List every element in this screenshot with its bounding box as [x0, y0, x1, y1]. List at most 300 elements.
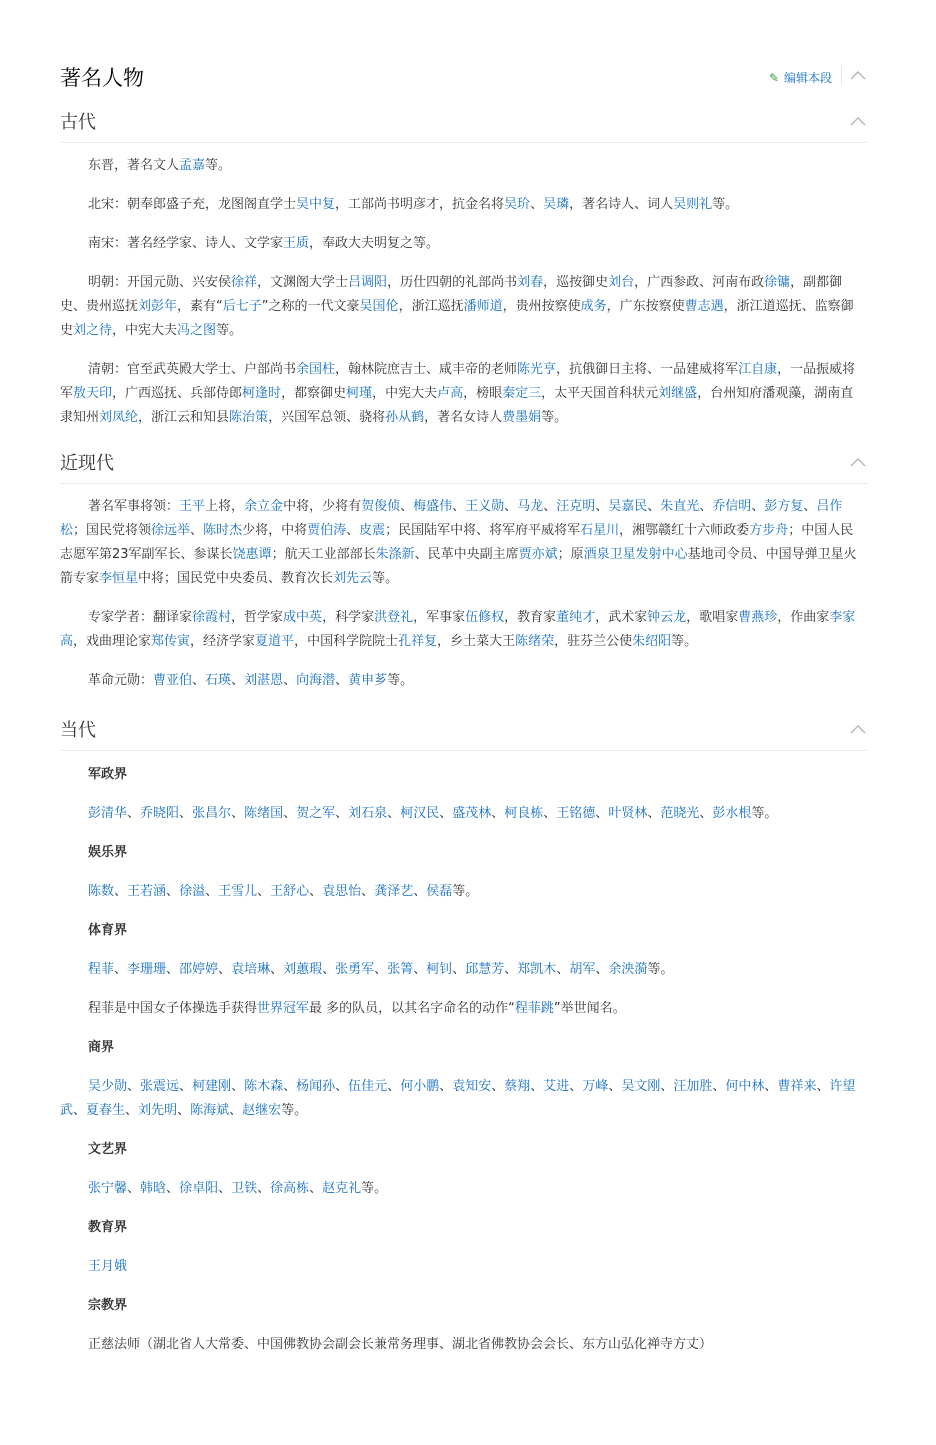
person-link[interactable]: 乔晓阳 — [140, 806, 180, 821]
text-run: 等。 — [205, 158, 232, 173]
section-modern-header — [60, 443, 868, 484]
person-link[interactable]: 刘蕙瑕 — [283, 962, 323, 977]
text-run: 、 — [283, 806, 297, 821]
text-run: ，军事家 — [413, 610, 466, 625]
text-run: 、 — [257, 884, 271, 899]
paragraph — [60, 1333, 860, 1357]
text-run: 、 — [114, 884, 128, 899]
text-run: 、 — [270, 962, 284, 977]
person-link[interactable]: 程菲跳 — [514, 1001, 554, 1016]
text-run: 、 — [530, 1079, 544, 1094]
text-run: ，著名诗人、词人 — [569, 197, 674, 212]
paragraph — [60, 997, 860, 1021]
person-link[interactable]: 许望武 — [60, 1079, 856, 1118]
person-link[interactable]: 余国柱 — [296, 362, 336, 377]
text-run: ，太平天国首科状元 — [541, 386, 659, 401]
text-run: 、 — [452, 962, 466, 977]
text-run: 、 — [400, 499, 414, 514]
paragraph — [60, 958, 860, 982]
person-link[interactable]: 孟嘉 — [179, 158, 206, 173]
text-run: ，台州知府潘观藻，湖南直隶知州 — [60, 386, 854, 425]
text-run: 等。 — [387, 673, 414, 688]
person-link[interactable]: 吴嘉民 — [608, 499, 648, 514]
text-run: ，中宪大夫 — [372, 386, 438, 401]
person-link[interactable]: 郑传寅 — [151, 634, 191, 649]
person-link[interactable]: 程菲 — [88, 962, 115, 977]
person-link[interactable]: 吴少勋 — [88, 1079, 128, 1094]
person-link[interactable]: 张勇军 — [335, 962, 375, 977]
text-run: 专家学者：翻译家 — [88, 610, 193, 625]
person-link[interactable]: 张昌尔 — [192, 806, 232, 821]
paragraph — [60, 802, 860, 826]
text-run: 、 — [712, 1079, 726, 1094]
person-link[interactable]: 杨闻孙 — [296, 1079, 336, 1094]
text-run: 、 — [452, 499, 466, 514]
person-link[interactable]: 潘师道 — [463, 299, 503, 314]
person-link[interactable]: 向海潜 — [296, 673, 336, 688]
text-run: 、 — [387, 1079, 401, 1094]
person-link[interactable]: 王月娥 — [88, 1259, 128, 1274]
subheading-entertainment: 娱乐界 — [88, 845, 128, 860]
person-link[interactable]: 陈木森 — [244, 1079, 284, 1094]
text-run: 等。 — [541, 410, 568, 425]
person-link[interactable]: 吕作松 — [60, 499, 843, 538]
text-run: 、 — [439, 806, 453, 821]
text-run: 等。 — [372, 571, 399, 586]
person-link[interactable]: 徐卓阳 — [179, 1181, 219, 1196]
edit-section-label: 编辑本段 — [783, 71, 832, 85]
text-run: 、 — [166, 962, 180, 977]
person-link[interactable]: 王雪儿 — [218, 884, 258, 899]
text-run: 、 — [179, 1079, 193, 1094]
chevron-up-icon[interactable] — [850, 116, 866, 128]
person-link[interactable]: 王义勋 — [465, 499, 505, 514]
text-run: ，乡土菜大王 — [437, 634, 516, 649]
person-link[interactable]: 徐镛 — [764, 275, 791, 290]
person-link[interactable]: 柯建刚 — [192, 1079, 232, 1094]
person-link[interactable]: 饶惠谭 — [232, 547, 272, 562]
person-link[interactable]: 朱绍阳 — [632, 634, 672, 649]
text-run: 东晋，著名文人 — [88, 158, 180, 173]
person-link[interactable]: 王若涵 — [127, 884, 167, 899]
text-run: ，都察御史 — [281, 386, 347, 401]
text-run: ，副都御史、贵州巡抚 — [60, 275, 843, 314]
subheading-sports: 体育界 — [88, 923, 128, 938]
text-run: ，广东按察使 — [606, 299, 685, 314]
subheading-arts: 文艺界 — [88, 1142, 128, 1157]
page-title: 著名人物 — [60, 66, 144, 90]
person-link[interactable]: 梅盛伟 — [413, 499, 453, 514]
person-link[interactable]: 刘先云 — [333, 571, 373, 586]
text-run: 、 — [439, 1079, 453, 1094]
person-link[interactable]: 王平 — [179, 499, 206, 514]
text-run: ，兴国军总领、骁将 — [268, 410, 386, 425]
person-link[interactable]: 伍佳元 — [348, 1079, 388, 1094]
text-run: 、 — [190, 523, 204, 538]
person-link[interactable]: 刘台 — [608, 275, 635, 290]
person-link[interactable]: 徐霞村 — [192, 610, 232, 625]
subheading-military-politics: 军政界 — [88, 767, 128, 782]
text-run: ，浙江道巡抚、监察御史 — [60, 299, 854, 338]
text-run: ，翰林院庶吉士、咸丰帝的老师 — [335, 362, 518, 377]
person-link[interactable]: 张箐 — [387, 962, 414, 977]
person-link[interactable]: 赵克礼 — [322, 1181, 362, 1196]
person-link[interactable]: 皮震 — [359, 523, 386, 538]
text-run: 、 — [346, 523, 360, 538]
person-link[interactable]: 柯瑾 — [346, 386, 373, 401]
text-run: 程菲是中国女子体操选手获得 — [88, 1001, 258, 1016]
text-run: 南宋：著名经学家、诗人、文学家 — [88, 236, 284, 251]
person-link[interactable]: 曹燕珍 — [738, 610, 778, 625]
person-link[interactable]: 柯良栋 — [504, 806, 544, 821]
text-run: ；国民党将领 — [73, 523, 152, 538]
text-run: 、 — [608, 1079, 622, 1094]
section-title-contemporary: 当代 — [60, 720, 96, 741]
paragraph — [60, 669, 860, 693]
person-link[interactable]: 刘先明 — [138, 1103, 178, 1118]
text-run: 、 — [504, 962, 518, 977]
text-run: 等。 — [647, 962, 674, 977]
person-link[interactable]: 柯钊 — [426, 962, 453, 977]
text-run: 等。 — [216, 323, 243, 338]
text-run: 、 — [205, 884, 219, 899]
edit-section-button[interactable] — [769, 69, 832, 86]
text-run: 、 — [491, 1079, 505, 1094]
person-link[interactable]: 徐远举 — [151, 523, 191, 538]
person-link[interactable]: 刘继盛 — [658, 386, 698, 401]
text-run: 等。 — [361, 1181, 388, 1196]
person-link[interactable]: 成中英 — [283, 610, 323, 625]
person-link[interactable]: 陈绪荣 — [515, 634, 555, 649]
person-link[interactable]: 赵继宏 — [242, 1103, 282, 1118]
person-link[interactable]: 孙从鹤 — [385, 410, 425, 425]
text-run: 、 — [751, 499, 765, 514]
person-link[interactable]: 石星川 — [580, 523, 620, 538]
person-link[interactable]: 范晓光 — [660, 806, 700, 821]
title-bar — [60, 60, 868, 94]
text-run: 明朝：开国元勋、兴安侯 — [88, 275, 232, 290]
person-link[interactable]: 蔡翔 — [504, 1079, 531, 1094]
person-link[interactable]: 曹亚伯 — [153, 673, 193, 688]
text-run: ，歌唱家 — [686, 610, 739, 625]
paragraph — [60, 271, 860, 343]
text-run: 、 — [335, 806, 349, 821]
text-run: 等。 — [712, 197, 739, 212]
text-run: 、 — [530, 197, 544, 212]
text-run: 上将， — [205, 499, 245, 514]
chevron-up-icon[interactable] — [850, 457, 866, 469]
text-run: 、 — [413, 962, 427, 977]
text-run: 、 — [127, 1079, 141, 1094]
text-run: ，榜眼 — [463, 386, 503, 401]
person-link[interactable]: 卫铁 — [231, 1181, 258, 1196]
text-run: ；中国人民志愿军第23军副军长、参谋长 — [60, 523, 854, 562]
person-link[interactable]: 朱涤新 — [375, 547, 415, 562]
person-link[interactable]: 汪克明 — [556, 499, 596, 514]
text-run: 著名军事将领： — [88, 499, 180, 514]
person-link[interactable]: 张震远 — [140, 1079, 180, 1094]
text-run: 、 — [231, 673, 245, 688]
text-run: 、 — [309, 1181, 323, 1196]
person-link[interactable]: 吴文刚 — [621, 1079, 661, 1094]
text-run: 、 — [177, 1103, 191, 1118]
person-link[interactable]: 万峰 — [582, 1079, 609, 1094]
text-run: 最 多的队员，以其名字命名的动作“ — [309, 1001, 515, 1016]
text-run: ；原 — [557, 547, 584, 562]
text-run: 等。 — [452, 884, 479, 899]
text-run: 基地司令员、中国导弹卫星火箭专家 — [60, 547, 857, 586]
person-link[interactable]: 徐溢 — [179, 884, 206, 899]
text-run: ，武术家 — [595, 610, 648, 625]
text-run: ；民国陆军中将、将军府平威将军 — [385, 523, 581, 538]
person-link[interactable]: 吴璘 — [543, 197, 570, 212]
person-link[interactable]: 叶贤林 — [608, 806, 648, 821]
person-link[interactable]: 袁知安 — [452, 1079, 492, 1094]
text-run: 、 — [803, 499, 817, 514]
person-link[interactable]: 袁思怡 — [322, 884, 362, 899]
person-link[interactable]: 袁培琳 — [231, 962, 271, 977]
person-link[interactable]: 伍修权 — [465, 610, 505, 625]
text-run: 、 — [699, 806, 713, 821]
person-link[interactable]: 余泱漪 — [608, 962, 648, 977]
paragraph — [60, 880, 860, 904]
paragraph — [60, 606, 860, 654]
person-link[interactable]: 贺俊侦 — [361, 499, 401, 514]
person-link[interactable]: 李恒星 — [99, 571, 139, 586]
person-link[interactable]: 刘石泉 — [348, 806, 388, 821]
text-run: ，巡按御史 — [543, 275, 609, 290]
person-link[interactable]: 费墨娟 — [502, 410, 542, 425]
person-link[interactable]: 余立金 — [244, 499, 284, 514]
person-link[interactable]: 乔信明 — [712, 499, 752, 514]
person-link[interactable]: 秦定三 — [502, 386, 542, 401]
person-link[interactable]: 王舒心 — [270, 884, 310, 899]
section-title-modern: 近现代 — [60, 453, 114, 474]
person-link[interactable]: 后七子 — [222, 299, 262, 314]
person-link[interactable]: 陈治策 — [229, 410, 269, 425]
person-link[interactable]: 世界冠军 — [257, 1001, 310, 1016]
person-link[interactable]: 吴则礼 — [673, 197, 713, 212]
text-run: ，一品振威将军 — [60, 362, 856, 401]
person-link[interactable]: 冯之图 — [177, 323, 217, 338]
text-run: 、 — [647, 806, 661, 821]
person-link[interactable]: 彭清华 — [88, 806, 128, 821]
person-link[interactable]: 吴中复 — [296, 197, 336, 212]
text-run: 中将；国民党中央委员、教育次长 — [138, 571, 334, 586]
text-run: 、 — [764, 1079, 778, 1094]
text-run: 、 — [229, 1103, 243, 1118]
text-run: 少将，中将 — [242, 523, 308, 538]
paragraph — [60, 1255, 860, 1279]
person-link[interactable]: 孔祥复 — [398, 634, 438, 649]
text-run: ，科学家 — [322, 610, 375, 625]
person-link[interactable]: 彭方复 — [764, 499, 804, 514]
text-run: ，经济学家 — [190, 634, 256, 649]
person-link[interactable]: 董纯才 — [556, 610, 596, 625]
person-link[interactable]: 钟云龙 — [647, 610, 687, 625]
person-link[interactable]: 侯磊 — [426, 884, 453, 899]
text-run: ，抗俄御日主将、一品建威将军 — [556, 362, 739, 377]
text-run: 、 — [166, 1181, 180, 1196]
text-run: 、 — [491, 806, 505, 821]
person-link[interactable]: 柯逢时 — [242, 386, 282, 401]
text-run: ”举世闻名。 — [553, 1001, 626, 1016]
text-run: 等。 — [751, 806, 778, 821]
text-run: ，中宪大夫 — [112, 323, 178, 338]
text-run: 、 — [257, 1181, 271, 1196]
person-link[interactable]: 贺之军 — [296, 806, 336, 821]
chevron-up-icon[interactable] — [850, 70, 866, 82]
text-run: 、 — [114, 962, 128, 977]
text-run: 、 — [309, 884, 323, 899]
text-run: 等。 — [671, 634, 698, 649]
text-run: 、 — [387, 806, 401, 821]
text-run: 、 — [504, 499, 518, 514]
text-run: 、 — [127, 1181, 141, 1196]
text-run: 、 — [413, 884, 427, 899]
person-link[interactable]: 石瑛 — [205, 673, 232, 688]
person-link[interactable]: 敖天印 — [73, 386, 113, 401]
person-link[interactable]: 贾伯涛 — [307, 523, 347, 538]
divider — [841, 65, 842, 85]
person-link[interactable]: 龚泽艺 — [374, 884, 414, 899]
chevron-up-icon[interactable] — [850, 724, 866, 736]
person-link[interactable]: 彭水根 — [712, 806, 752, 821]
text-run: ，素有“ — [177, 299, 223, 314]
text-run: 、 — [218, 962, 232, 977]
person-link[interactable]: 王铭德 — [556, 806, 596, 821]
person-link[interactable]: 徐高栋 — [270, 1181, 310, 1196]
person-link[interactable]: 邱慧芳 — [465, 962, 505, 977]
person-link[interactable]: 朱直光 — [660, 499, 700, 514]
text-run: ，广西参政、河南布政 — [634, 275, 765, 290]
person-link[interactable]: 韩晗 — [140, 1181, 167, 1196]
person-link[interactable]: 刘湛恩 — [244, 673, 284, 688]
person-link[interactable]: 酒泉卫星发射中心 — [583, 547, 688, 562]
text-run: 、 — [231, 806, 245, 821]
person-link[interactable]: 成务 — [580, 299, 607, 314]
person-link[interactable]: 马龙 — [517, 499, 544, 514]
text-run: 等。 — [281, 1103, 308, 1118]
text-run: 、 — [699, 499, 713, 514]
text-run: 、 — [127, 806, 141, 821]
text-run: ，贵州按察使 — [502, 299, 581, 314]
person-link[interactable]: 陈绪国 — [244, 806, 284, 821]
text-run: 、 — [595, 499, 609, 514]
text-run: ，著名女诗人 — [424, 410, 503, 425]
text-run: 、 — [595, 806, 609, 821]
text-run: 、 — [335, 1079, 349, 1094]
text-run: ，浙江云和知县 — [138, 410, 230, 425]
text-run: 、 — [73, 1103, 87, 1118]
text-run: 革命元勋： — [88, 673, 154, 688]
person-link[interactable]: 陈时杰 — [203, 523, 243, 538]
paragraph — [60, 358, 860, 430]
text-run: 、 — [166, 884, 180, 899]
person-link[interactable]: 胡军 — [569, 962, 596, 977]
text-run: ，驻芬兰公使 — [554, 634, 633, 649]
text-run: 、 — [322, 962, 336, 977]
paragraph — [60, 495, 860, 591]
text-run: 、 — [595, 962, 609, 977]
person-link[interactable]: 吕调阳 — [348, 275, 388, 290]
person-link[interactable]: 盛茂林 — [452, 806, 492, 821]
pencil-icon: ✎ — [768, 70, 780, 85]
text-run: ，广西巡抚、兵部侍郎 — [112, 386, 243, 401]
person-link[interactable]: 艾进 — [543, 1079, 570, 1094]
text-run: ，哲学家 — [231, 610, 284, 625]
person-link[interactable]: 洪登礼 — [374, 610, 414, 625]
person-link[interactable]: 汪加胜 — [673, 1079, 713, 1094]
person-link[interactable]: 王质 — [283, 236, 310, 251]
person-link[interactable]: 柯汉民 — [400, 806, 440, 821]
text-run: ，湘鄂赣红十六师政委 — [619, 523, 750, 538]
person-link[interactable]: 吴玠 — [504, 197, 531, 212]
paragraph — [60, 232, 860, 256]
section-title-ancient: 古代 — [60, 112, 96, 133]
text-run: ，历仕四朝的礼部尚书 — [387, 275, 518, 290]
section-ancient-header — [60, 102, 868, 143]
person-link[interactable]: 何小鹏 — [400, 1079, 440, 1094]
person-link[interactable]: 刘春 — [517, 275, 544, 290]
text-run: ，浙江巡抚 — [398, 299, 464, 314]
person-link[interactable]: 李珊珊 — [127, 962, 167, 977]
person-link[interactable]: 曹祥来 — [777, 1079, 817, 1094]
text-run: 正慈法师（湖北省人大常委、中国佛教协会副会长兼常务理事、湖北省佛教协会会长、东方山弘化禅寺方丈） — [88, 1337, 713, 1352]
text-run: 、 — [374, 962, 388, 977]
subheading-religion: 宗教界 — [88, 1298, 128, 1313]
person-link[interactable]: 郑凯木 — [517, 962, 557, 977]
person-link[interactable]: 吴国伦 — [359, 299, 399, 314]
text-run: 、 — [660, 1079, 674, 1094]
person-link[interactable]: 徐祥 — [231, 275, 258, 290]
text-run: 中将，少将有 — [283, 499, 362, 514]
person-link[interactable]: 方步舟 — [749, 523, 789, 538]
person-link[interactable]: 贾亦斌 — [518, 547, 558, 562]
person-link[interactable]: 江自康 — [738, 362, 778, 377]
text-run: 、 — [647, 499, 661, 514]
text-run: ，教育家 — [504, 610, 557, 625]
person-link[interactable]: 张宁馨 — [88, 1181, 128, 1196]
person-link[interactable]: 陈光亨 — [517, 362, 557, 377]
person-link[interactable]: 何中林 — [725, 1079, 765, 1094]
text-run: 、 — [556, 962, 570, 977]
person-link[interactable]: 李家高 — [60, 610, 856, 649]
paragraph — [60, 1177, 860, 1201]
text-run: 、 — [283, 1079, 297, 1094]
text-run: ，文渊阁大学士 — [257, 275, 349, 290]
person-link[interactable]: 刘彭年 — [138, 299, 178, 314]
person-link[interactable]: 卢高 — [437, 386, 464, 401]
text-run: 、 — [179, 806, 193, 821]
person-link[interactable]: 刘凤纶 — [99, 410, 139, 425]
person-link[interactable]: 邵婷婷 — [179, 962, 219, 977]
subheading-education: 教育界 — [88, 1220, 128, 1235]
text-run: ，中国科学院院士 — [294, 634, 399, 649]
person-link[interactable]: 曹志遇 — [684, 299, 724, 314]
text-run: 、 — [543, 806, 557, 821]
text-run: 、 — [361, 884, 375, 899]
person-link[interactable]: 夏道平 — [255, 634, 295, 649]
person-link[interactable]: 夏春生 — [86, 1103, 126, 1118]
person-link[interactable]: 陈数 — [88, 884, 115, 899]
person-link[interactable]: 黄申芗 — [348, 673, 388, 688]
subheading-business: 商界 — [88, 1040, 115, 1055]
person-link[interactable]: 刘之待 — [73, 323, 113, 338]
text-run: ；航天工业部部长 — [271, 547, 376, 562]
paragraph — [60, 1075, 860, 1123]
person-link[interactable]: 陈海斌 — [190, 1103, 230, 1118]
